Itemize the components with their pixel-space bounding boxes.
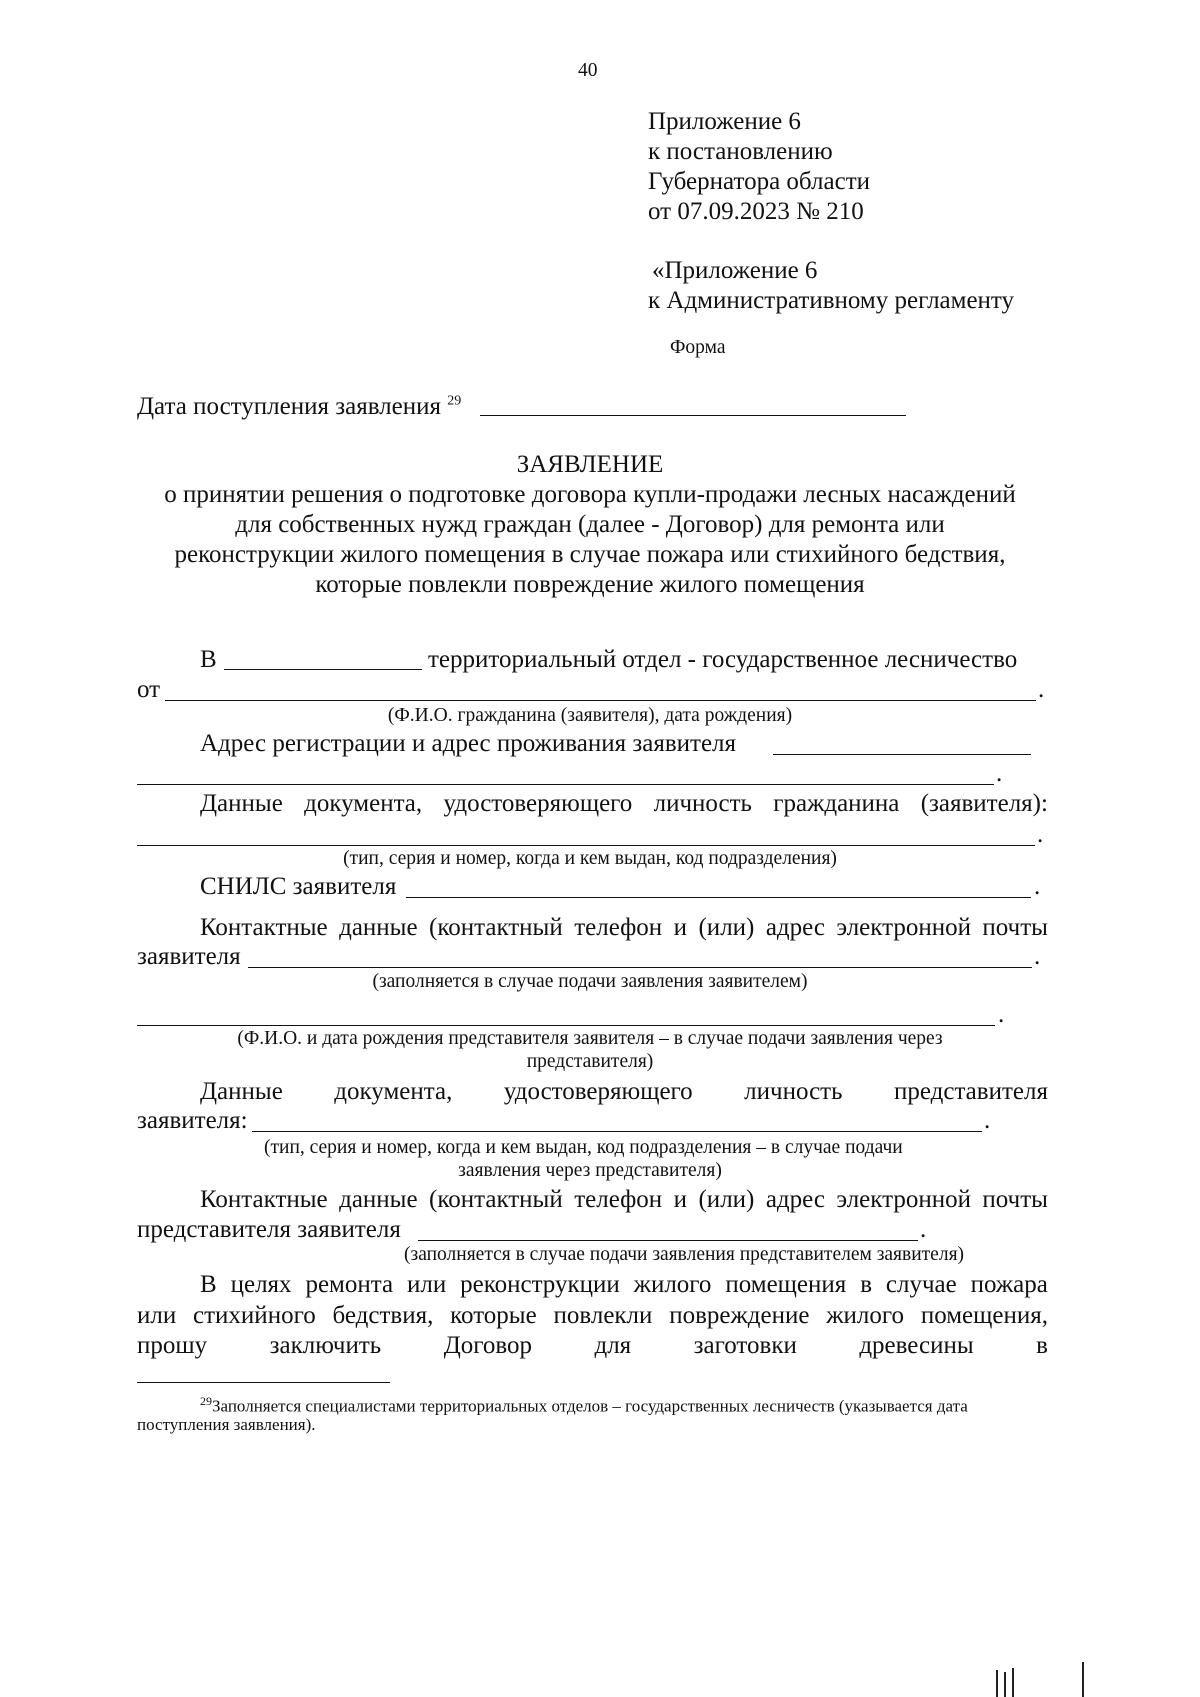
from-label: от [137, 676, 161, 703]
word: в [1036, 1332, 1048, 1359]
word: адрес [765, 914, 825, 941]
word: почты [982, 914, 1048, 941]
word: для [594, 1332, 632, 1359]
word: адрес [765, 1186, 825, 1213]
word: помещения [725, 1271, 847, 1298]
body-line-2 [137, 1302, 1048, 1330]
word: электронной [836, 914, 971, 941]
document-heading: ЗАЯВЛЕНИЕ [516, 451, 664, 478]
word: гражданина [773, 790, 900, 817]
footnote-separator [137, 1382, 390, 1383]
page-number: 40 [578, 60, 598, 81]
word: почты [982, 1186, 1048, 1213]
word: документа, [334, 1078, 453, 1105]
word: Данные [200, 1078, 283, 1105]
word: которые [450, 1302, 537, 1329]
title-line: которые повлекли повреждение жилого помещения [315, 571, 865, 598]
word: (контактный [429, 1186, 563, 1213]
word: представителя [893, 1078, 1048, 1105]
rep-doc-label [200, 1078, 1048, 1106]
word: удостоверяющего [443, 790, 633, 817]
word: пожара [970, 1271, 1048, 1298]
period: . [1034, 873, 1041, 900]
rep-contacts-label-2: представителя заявителя [137, 1216, 401, 1243]
receipt-date-line [480, 415, 906, 416]
word: помещения, [920, 1302, 1048, 1329]
rep-contacts-hint: (заполняется в случае подачи заявления представителем заявителя) [404, 1244, 965, 1265]
word: (или) [698, 1186, 755, 1213]
title-line: для собственных нужд граждан (далее - Договор) для ремонта или [235, 511, 945, 538]
footnote-line-2: поступления заявления). [137, 1415, 316, 1434]
word: Контактные [200, 914, 328, 941]
id-doc-line [137, 845, 1035, 846]
representative-hint-2: представителя) [526, 1051, 654, 1072]
word: или [137, 1302, 177, 1329]
word: данные [339, 914, 418, 941]
word: жилого [633, 1271, 712, 1298]
word: Данные [200, 790, 283, 817]
word: данные [339, 1186, 418, 1213]
word: жилого [826, 1302, 905, 1329]
word: случае [885, 1271, 957, 1298]
id-doc-label [200, 790, 1048, 818]
receipt-date-text: Дата поступления заявления [137, 393, 442, 420]
department-line [224, 669, 422, 670]
footnote-text: Заполняется специалистами территориальных отделов – государственных лесничеств (указывается дата [212, 1396, 968, 1416]
word: стихийного [193, 1302, 316, 1329]
applicant-hint: (Ф.И.О. гражданина (заявителя), дата рождения) [387, 705, 793, 726]
period: . [1037, 821, 1044, 848]
word: удостоверяющего [503, 1078, 693, 1105]
word: и [673, 914, 688, 941]
scan-edge-mark [1004, 1672, 1006, 1697]
applicant-line [165, 700, 1036, 701]
contacts-label [200, 914, 1048, 942]
snils-line [406, 897, 1031, 898]
title-line: реконструкции жилого помещения в случае пожара или стихийного бедствия, [174, 541, 1006, 568]
period: . [998, 1001, 1005, 1028]
reglament-line: к Административному регламенту [648, 287, 1015, 314]
period: . [920, 1216, 927, 1243]
reglament-line: «Приложение 6 [652, 257, 818, 284]
word: повлекли [553, 1302, 653, 1329]
word: древесины [859, 1332, 974, 1359]
footnote-number: 29 [200, 1394, 212, 1408]
rep-doc-label-2: заявителя: [137, 1107, 248, 1134]
footnote-ref: 29 [447, 393, 462, 409]
word: электронной [836, 1186, 971, 1213]
word: прошу [137, 1332, 208, 1359]
contacts-hint: (заполняется в случае подачи заявления заявителем) [372, 971, 808, 992]
scan-edge-mark [1082, 1662, 1084, 1697]
footnote-line-1 [200, 1394, 968, 1417]
word: Контактные [200, 1186, 328, 1213]
period: . [984, 1107, 991, 1134]
word: в [860, 1271, 872, 1298]
period: . [1034, 943, 1041, 970]
word: заготовки [693, 1332, 797, 1359]
word: реконструкции [460, 1271, 620, 1298]
representative-hint: (Ф.И.О. и дата рождения представителя заявителя – в случае подачи заявления через [237, 1028, 943, 1049]
word: повреждение [669, 1302, 810, 1329]
representative-line [137, 1025, 995, 1026]
contacts-line [248, 967, 1032, 968]
word: В [200, 1271, 217, 1298]
scan-edge-mark [996, 1670, 998, 1697]
word: или [406, 1271, 447, 1298]
word: телефон [574, 1186, 663, 1213]
scan-edge-mark [1012, 1668, 1014, 1697]
appendix-line: Приложение 6 [648, 108, 801, 135]
word: личность [653, 790, 752, 817]
title-line: о принятии решения о подготовке договора купли-продажи лесных насаждений [164, 481, 1016, 508]
word: (контактный [429, 914, 563, 941]
appendix-line: к постановлению [648, 138, 833, 165]
rep-doc-hint-2: заявления через представителя) [458, 1160, 722, 1181]
body-line-3 [137, 1332, 1048, 1360]
rep-doc-line [252, 1131, 982, 1132]
address-line-2 [137, 784, 994, 785]
snils-label: СНИЛС заявителя [200, 873, 397, 900]
period: . [1038, 676, 1045, 703]
contacts-label-2: заявителя [137, 943, 241, 970]
form-label: Форма [670, 337, 726, 358]
word: заключить [269, 1332, 382, 1359]
period: . [996, 760, 1003, 787]
rep-contacts-line [418, 1240, 918, 1241]
word: телефон [574, 914, 663, 941]
word: Договор [443, 1332, 533, 1359]
word: целях [230, 1271, 292, 1298]
word: (или) [698, 914, 755, 941]
to-suffix: территориальный отдел - государственное лесничество [428, 646, 1018, 673]
word: ремонта [305, 1271, 394, 1298]
rep-doc-hint: (тип, серия и номер, когда и кем выдан, код подразделения – в случае подачи [264, 1137, 903, 1158]
rep-contacts-label [200, 1186, 1048, 1214]
address-label: Адрес регистрации и адрес проживания заявителя [200, 730, 737, 757]
body-line-1 [200, 1271, 1048, 1299]
receipt-date-label [137, 393, 461, 421]
word: личность [744, 1078, 843, 1105]
word: и [673, 1186, 688, 1213]
word: документа, [304, 790, 423, 817]
address-line [773, 754, 1031, 755]
word: (заявителя): [920, 790, 1048, 817]
id-doc-hint: (тип, серия и номер, когда и кем выдан, код подразделения) [343, 848, 837, 869]
appendix-line: от 07.09.2023 № 210 [648, 198, 864, 225]
appendix-line: Губернатора области [648, 168, 870, 195]
word: бедствия, [332, 1302, 434, 1329]
to-prefix: В [200, 646, 217, 673]
